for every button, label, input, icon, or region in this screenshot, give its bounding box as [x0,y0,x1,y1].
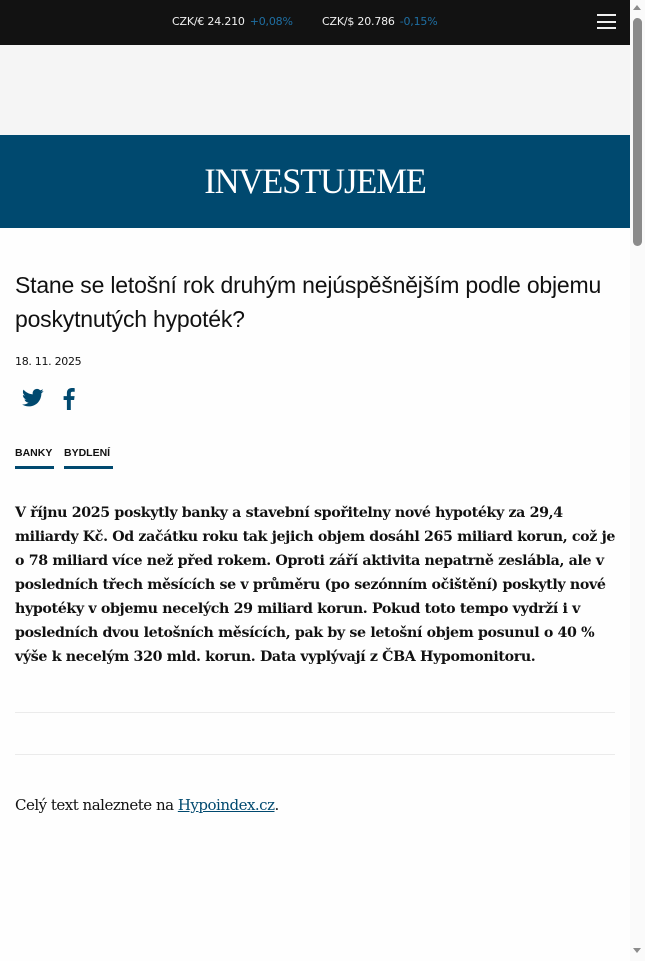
ad-placeholder [0,45,630,135]
source-suffix: . [274,796,279,814]
tag-banky[interactable]: BANKY [15,447,54,469]
source-prefix: Celý text naleznete na [15,796,178,814]
source-link[interactable]: Hypoindex.cz [177,796,275,814]
twitter-icon [22,388,44,408]
ticker-usd-rate: CZK/$ 20.786 [322,15,395,28]
ticker-eur-rate: CZK/€ 24.210 [172,15,245,28]
facebook-icon [63,388,75,410]
divider [15,754,615,755]
divider [15,712,615,713]
ticker-usd-change: -0,15% [399,15,438,28]
ticker-eur-change: +0,08% [249,15,293,28]
share-facebook-button[interactable] [63,388,77,410]
site-logo[interactable]: INVESTUJEME [204,161,426,201]
scrollbar-thumb[interactable] [633,18,642,246]
scroll-down-arrow-icon[interactable] [633,948,641,953]
article-perex: V říjnu 2025 poskytly banky a stavební spořitelny nové hypotéky za 29,4 miliardy Kč. Od začátku roku tak jejich objem dosáhl 265 miliard korun, což je o 78 miliard více než před rokem. Oproti září aktivita nepatrně zeslábla, ale v posledních třech měsících se v průměru (po sezónním očištění) poskytly nové hypotéky v objemu necelých 29 miliard korun. Pokud toto tempo vydrží i v posledních dvou letošních měsících, pak by se letošní objem posunul o 40 % výše k necelým 320 mld. korun. Data vyplývají z ČBA Hypomonitoru. [15,505,616,665]
ticker-eur [172,15,293,28]
source-note [15,796,279,814]
vertical-scrollbar[interactable] [630,0,645,961]
article-date: 18. 11. 2025 [15,355,82,368]
article-header [15,268,615,336]
ticker-usd [322,15,437,28]
scroll-up-arrow-icon[interactable] [633,5,641,10]
article-title: Stane se letošní rok druhým nejúspěšnějším podle objemu poskytnutých hypoték? [15,272,602,332]
tag-bydleni[interactable]: BYDLENÍ [64,447,113,469]
share-twitter-button[interactable] [22,388,44,410]
hamburger-menu-icon[interactable] [597,14,616,30]
currency-ticker-bar [0,0,630,45]
